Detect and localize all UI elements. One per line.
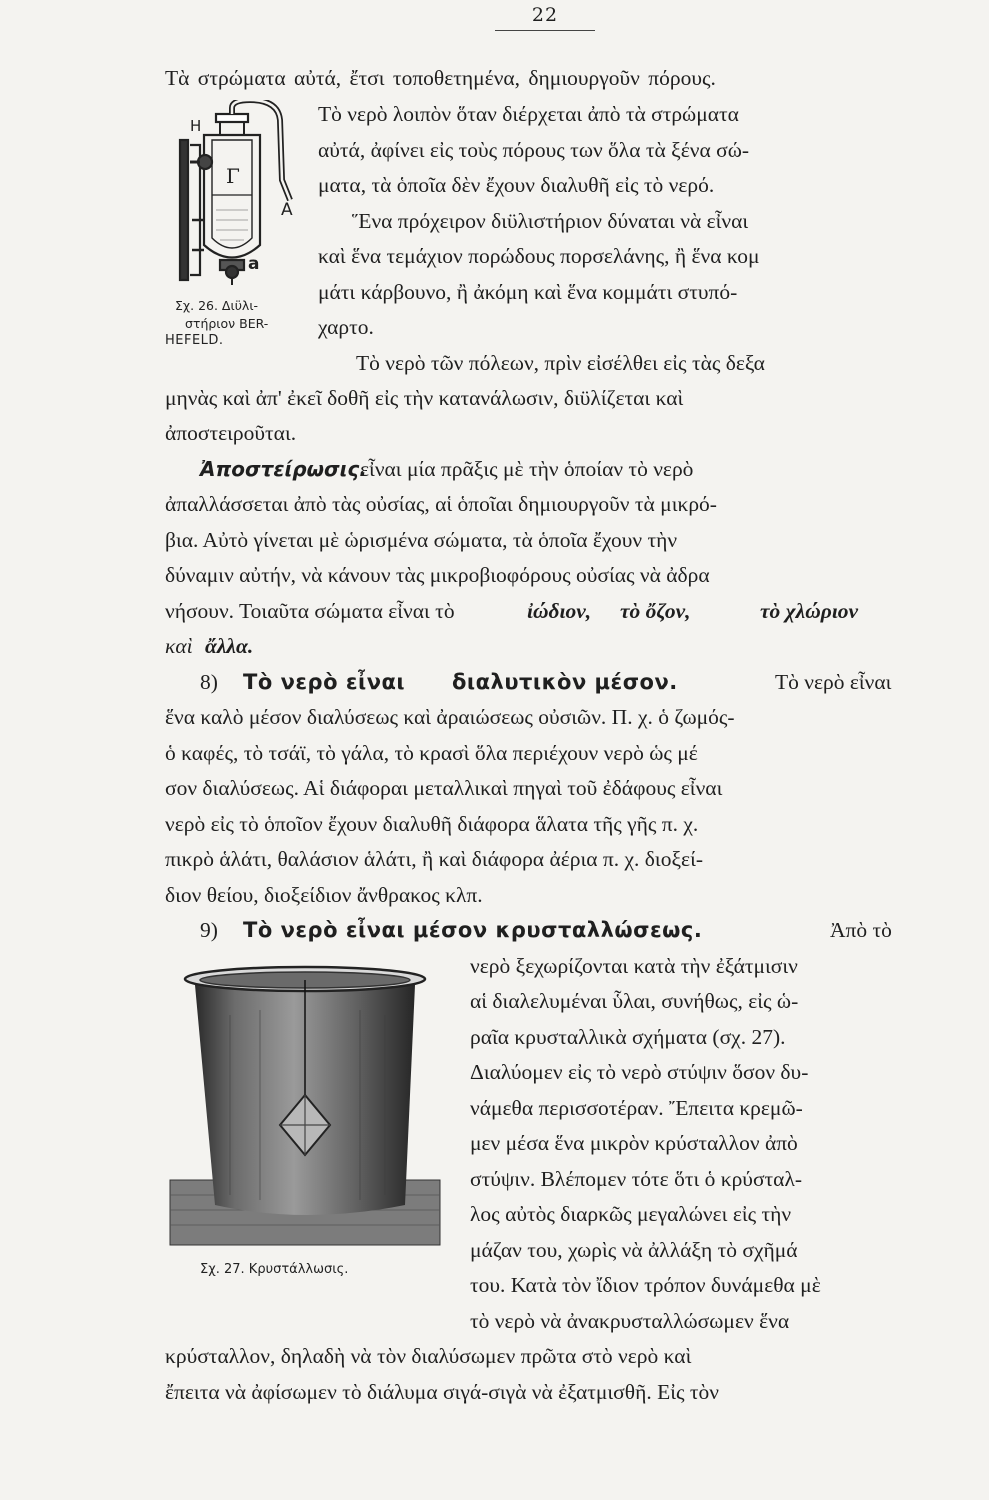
text-line-9: Τὸ νερὸ τῶν πόλεων, πρὶν εἰσέλθει εἰς τὰς δεξα (356, 351, 765, 375)
figure-27-caption: Σχ. 27. Κρυστάλλωσις. (200, 1262, 349, 1277)
text-line-12: εἶναι μία πρᾶξις μὲ τὴν ὁποίαν τὸ νερὸ (360, 457, 694, 481)
text-line-26: Ἀπὸ τὸ (830, 918, 892, 942)
text-line-27: νερὸ ξεχωρίζονται κατὰ τὴν ἐξάτμισιν (470, 954, 798, 978)
text-line-32: μεν μέσα ἕνα μικρὸν κρύσταλλον ἀπὸ (470, 1131, 798, 1155)
text-line-22: νερὸ εἰς τὸ ὁποῖον ἔχουν διαλυθῆ διάφορα ἅλατα τῆς γῆς π. χ. (165, 812, 699, 836)
text-line-20: ὁ καφές, τὸ τσάϊ, τὸ γάλα, τὸ κρασὶ ὅλα περιέχουν νερὸ ὡς μέ (165, 741, 698, 765)
text-line-23: πικρὸ ἁλάτι, θαλάσιον ἁλάτι, ἢ καὶ διάφορα ἀέρια π. χ. διοξεί- (165, 847, 704, 871)
crystallization-beaker-figure (160, 955, 450, 1255)
figure-26-caption-line2: στήριον BER- (185, 316, 269, 331)
section-9-number: 9) (200, 918, 218, 942)
text-line-15: δύναμιν αὐτήν, νὰ κάνουν τὰς μικροβιοφόρους οὐσίας νὰ ἀδρα (165, 563, 710, 587)
text-line-14: βια. Αὐτὸ γίνεται μὲ ὡρισμένα σώματα, τὰ ὁποῖα ἔχουν τὴν (165, 528, 678, 552)
text-line-1: Τὰ στρώματα αὐτά, ἔτσι τοποθετημένα, δημιουργοῦν πόρους. (165, 66, 716, 90)
term-others: ἄλλα. (205, 634, 254, 658)
section-9-heading: Τὸ νερὸ εἶναι μέσον κρυσταλλώσεως. (243, 918, 703, 942)
section-8-tail: Τὸ νερὸ εἶναι (775, 670, 892, 694)
filter-apparatus-figure (160, 100, 300, 285)
text-line-35: μάζαν του, χωρὶς νὰ ἀλλάξη τὸ σχῆμά (470, 1238, 798, 1262)
text-line-30: Διαλύομεν εἰς τὸ νερὸ στύψιν ὅσον δυ- (470, 1060, 809, 1084)
text-line-8: χαρτο. (318, 315, 374, 339)
text-line-39: ἔπειτα νὰ ἀφίσωμεν τὸ διάλυμα σιγά-σιγὰ νὰ ἐξατμισθῆ. Εἰς τὸν (165, 1380, 719, 1404)
text-line-3: αὐτά, ἀφίνει εἰς τοὺς πόρους των ὅλα τὰ ξένα σώ- (318, 138, 750, 162)
text-line-2: Τὸ νερὸ λοιπὸν ὅταν διέρχεται ἀπὸ τὰ στρώματα (318, 102, 739, 126)
figure-label-a-lower: a (248, 254, 260, 274)
text-line-21: σον διαλύσεως. Αἱ διάφοραι μεταλλικαὶ πηγαὶ τοῦ ἐδάφους εἶναι (165, 776, 723, 800)
section-8-number: 8) (200, 670, 218, 694)
term-ozone: τὸ ὄζον, (620, 599, 691, 623)
text-line-36: του. Κατὰ τὸν ἴδιον τρόπον δυνάμεθα μὲ (470, 1273, 821, 1297)
text-line-31: νάμεθα περισσοτέραν. Ἔπειτα κρεμῶ- (470, 1096, 803, 1120)
figure-label-a-upper: Α (281, 200, 293, 220)
text-line-16: νήσουν. Τοιαῦτα σώματα εἶναι τὸ (165, 599, 455, 623)
text-line-10: μηνὰς καὶ ἀπ' ἐκεῖ δοθῆ εἰς τὴν κατανάλωσιν, διϋλίζεται καὶ (165, 386, 684, 410)
text-line-38: κρύσταλλον, δηλαδὴ νὰ τὸν διαλύσωμεν πρῶτα στὸ νερὸ καὶ (165, 1344, 692, 1368)
text-line-7: μάτι κάρβουνο, ἢ ἀκόμη καὶ ἕνα κομμάτι στυπό- (318, 280, 738, 304)
figure-26-caption-line1: Σχ. 26. Διϋλι- (175, 298, 259, 313)
text-line-13: ἀπαλλάσσεται ἀπὸ τὰς οὐσίας, αἱ ὁποῖαι δημιουργοῦν τὰ μικρό- (165, 492, 717, 516)
text-line-17: καὶ (165, 634, 193, 658)
text-line-5: Ἕνα πρόχειρον διϋλιστήριον δύναται νὰ εἶναι (352, 209, 749, 233)
text-line-4: ματα, τὰ ὁποῖα δὲν ἔχουν διαλυθῆ εἰς τὸ νερό. (318, 173, 715, 197)
sterilization-heading: Ἀποστείρωσις. (200, 457, 367, 481)
figure-label-g: Γ (226, 164, 240, 188)
text-line-24: διον θείου, διοξείδιον ἄνθρακος κλπ. (165, 883, 483, 907)
figure-26-caption-line3: HEFELD. (165, 333, 224, 348)
text-line-6: καὶ ἕνα τεμάχιον πορώδους πορσελάνης, ἢ ἕνα κομ (318, 244, 760, 268)
figure-label-h: Η (190, 117, 202, 135)
text-line-11: ἀποστειροῦται. (165, 421, 297, 445)
text-line-33: στύψιν. Βλέπομεν τότε ὅτι ὁ κρύσταλ- (470, 1167, 803, 1191)
text-line-19: ἕνα καλὸ μέσον διαλύσεως καὶ ἀραιώσεως οὐσιῶν. Π. χ. ὁ ζωμός- (165, 705, 735, 729)
text-line-34: λος αὐτὸς διαρκῶς μεγαλώνει εἰς τὴν (470, 1202, 792, 1226)
text-line-29: ραῖα κρυσταλλικὰ σχήματα (σχ. 27). (470, 1025, 786, 1049)
section-8-heading-tail: διαλυτικὸν μέσον. (452, 670, 678, 694)
text-line-28: αἱ διαλελυμέναι ὗλαι, συνήθως, εἰς ὡ- (470, 989, 799, 1013)
page-number-rule (495, 30, 595, 31)
text-line-37: τὸ νερὸ νὰ ἀνακρυσταλλώσωμεν ἕνα (470, 1309, 790, 1333)
section-8-heading: Τὸ νερὸ εἶναι (243, 670, 406, 694)
page-number: 22 (531, 4, 559, 26)
term-iodine: ἰώδιον, (527, 599, 592, 623)
term-chlorine: τὸ χλώριον (760, 599, 859, 623)
